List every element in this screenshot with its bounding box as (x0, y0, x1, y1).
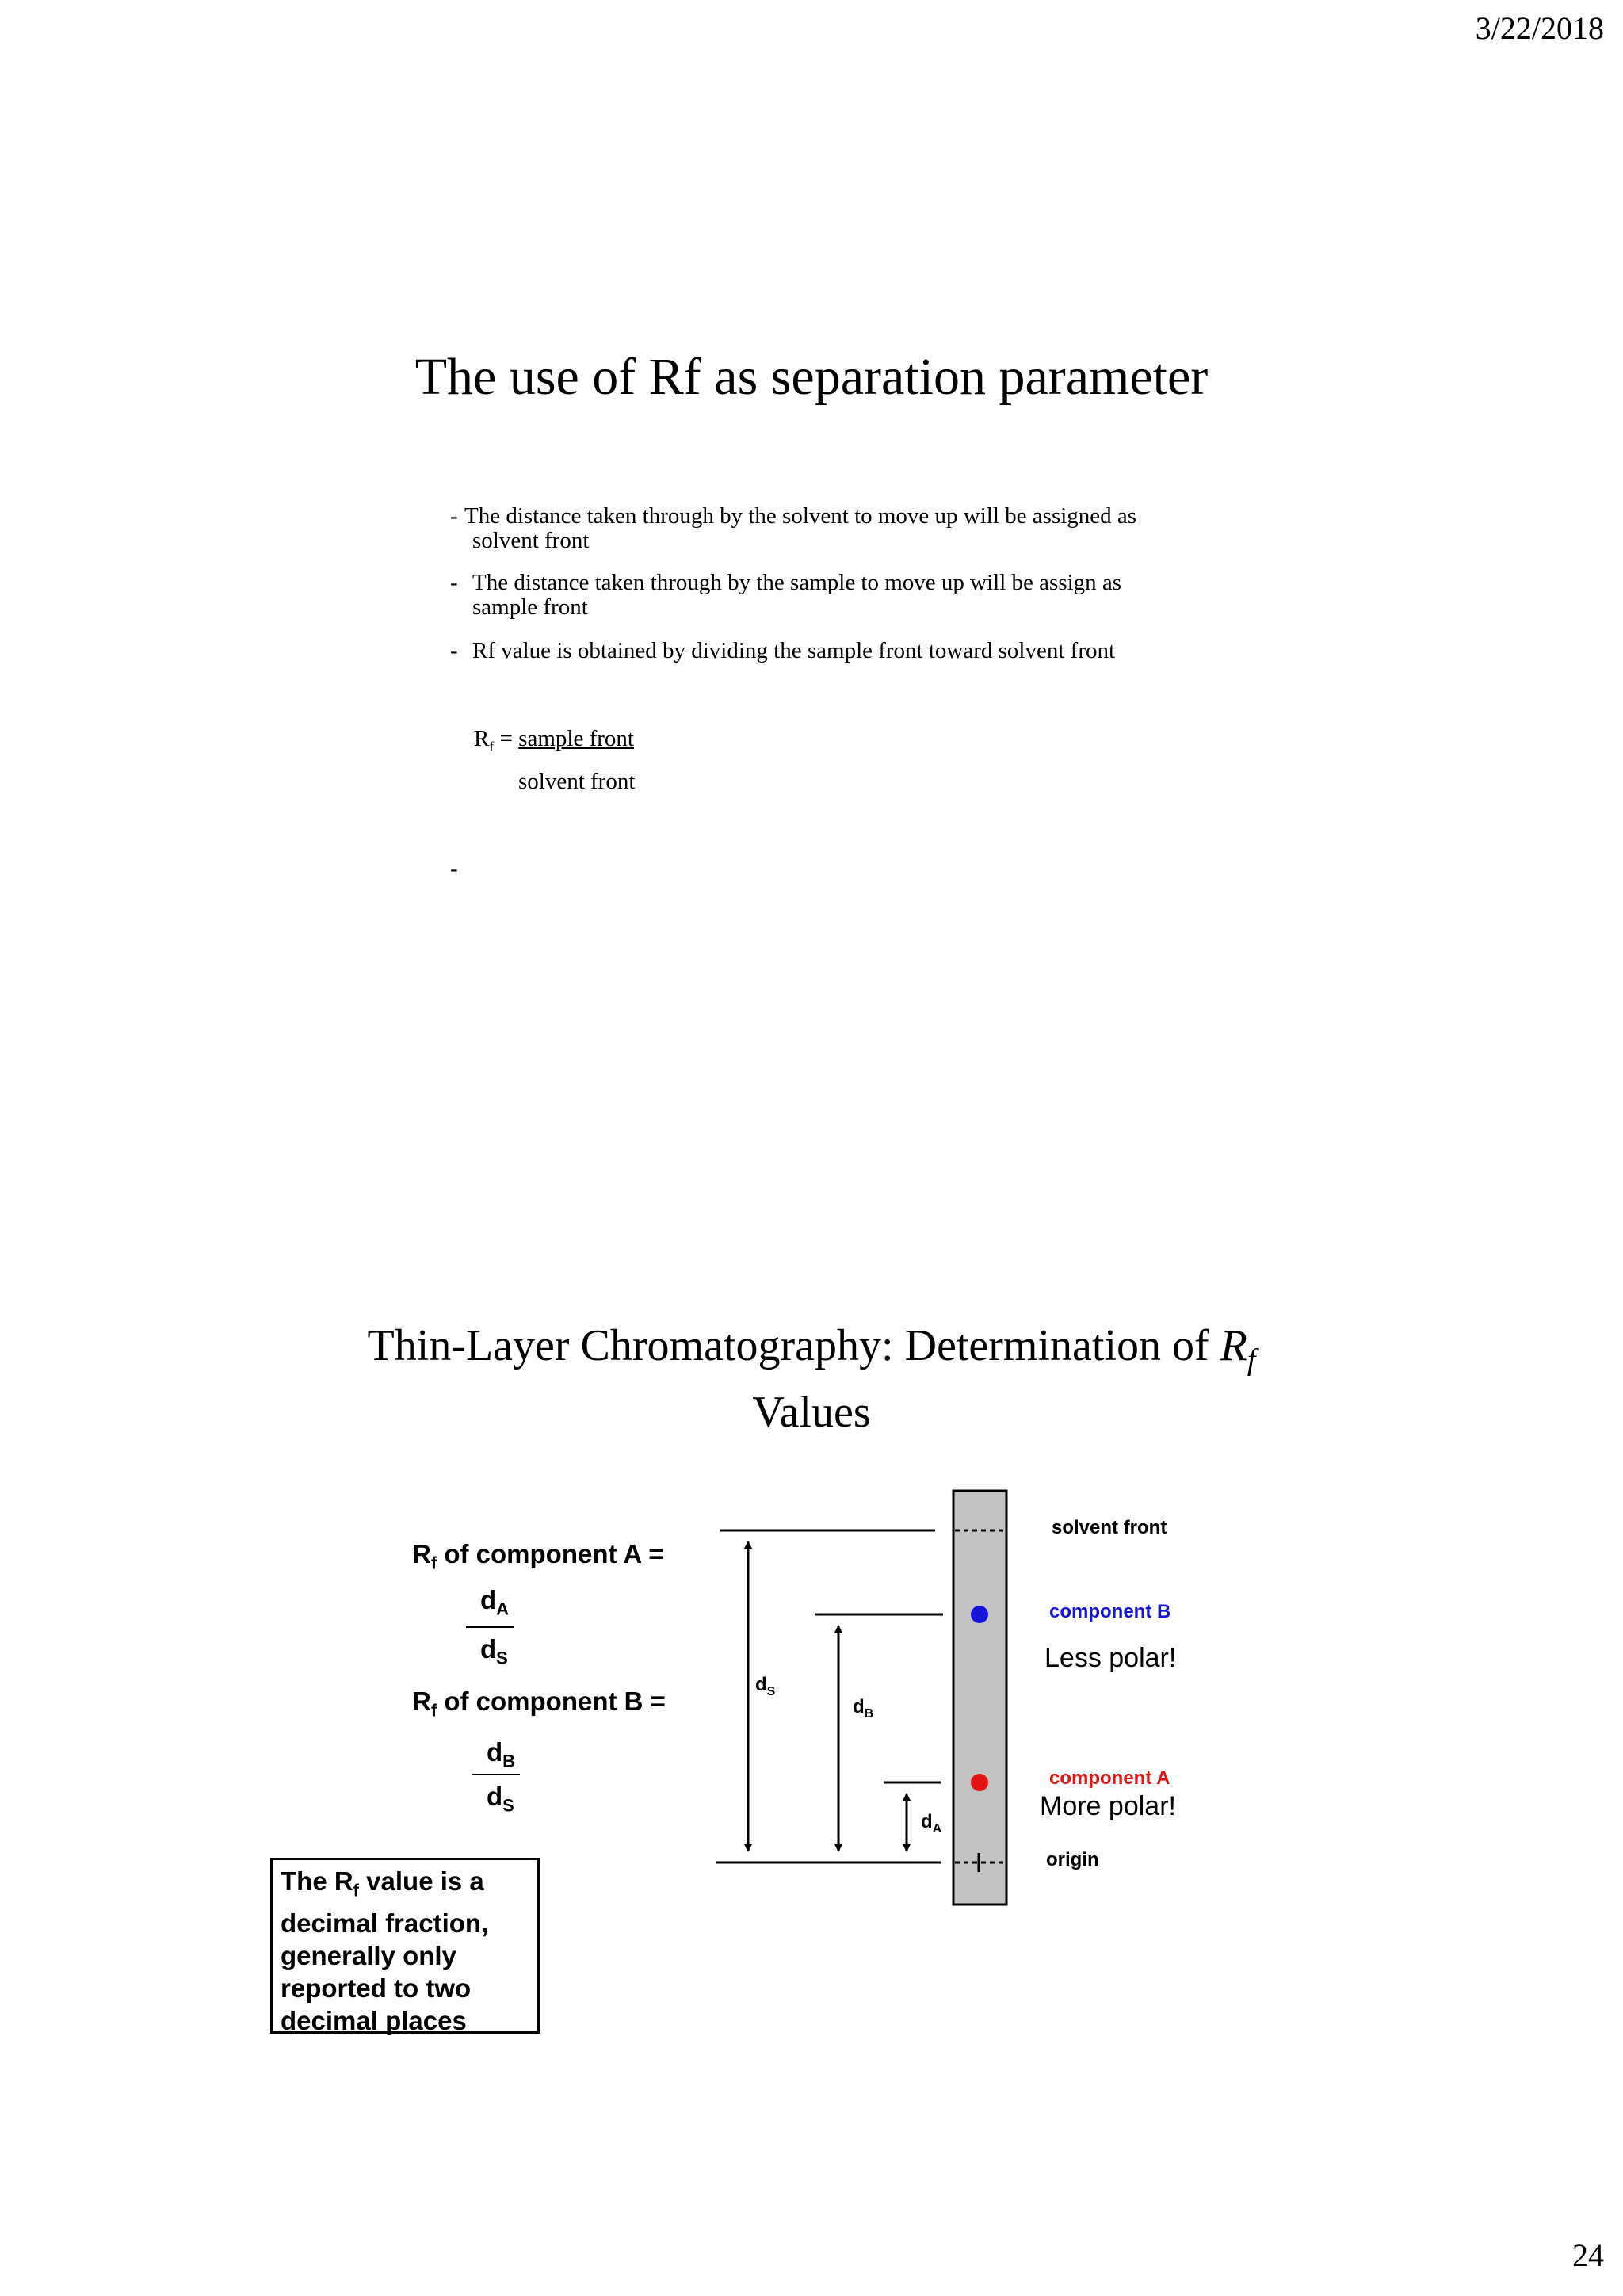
note-line3: generally only (281, 1940, 456, 1970)
bullet-line2: solvent front (472, 528, 590, 553)
rf-b-num-sub: B (502, 1751, 516, 1771)
rf-b-r: R (412, 1687, 431, 1716)
formula-denominator: solvent front (518, 769, 636, 794)
origin-label: origin (1046, 1849, 1099, 1870)
rf-a-r: R (412, 1539, 431, 1568)
slide2-title-line2: Values (752, 1388, 871, 1438)
bullet-dash: - (450, 638, 458, 663)
bullet-line2: sample front (472, 594, 588, 620)
slide1-title: The use of Rf as separation parameter (414, 348, 1209, 406)
rf-a-den-d: d (480, 1634, 497, 1664)
tlc-plate (953, 1491, 1006, 1904)
note-sub: f (353, 1880, 359, 1901)
slide-date: 3/22/2018 (1475, 10, 1604, 46)
note-part2: value is a (359, 1866, 484, 1896)
rf-a-num-d: d (480, 1585, 497, 1614)
formula-equals: = (494, 726, 519, 751)
formula-numerator: sample front (518, 726, 634, 751)
rf-b-den-d: d (487, 1782, 503, 1811)
component-a-label: component A (1049, 1767, 1170, 1789)
bullet-line1: The distance taken through by the solvent to move up will be assigned as (464, 503, 1137, 529)
da-label: $d_A$ (921, 1811, 942, 1836)
ds-label: $d_S$ (755, 1674, 776, 1698)
bullet-dash: - (450, 503, 458, 529)
rf-a-den-sub: S (496, 1648, 508, 1668)
rf-a-num-sub: A (496, 1599, 510, 1619)
note-line4: reported to two (281, 1973, 472, 2003)
rf-b-sub: f (430, 1700, 437, 1721)
bullet-line1: The distance taken through by the sample to move up will be assign as (472, 570, 1122, 595)
rf-b-num-d: d (487, 1737, 503, 1767)
formula-lhs: R (474, 726, 490, 751)
note-line5: decimal places (281, 2005, 467, 2035)
rf-a-sub: f (430, 1553, 437, 1573)
more-polar-label: More polar! (1040, 1791, 1176, 1821)
solvent-front-label: solvent front (1052, 1517, 1167, 1538)
note-line2: decimal fraction, (281, 1908, 489, 1938)
trailing-dash: - (450, 856, 458, 881)
rf-b-den-sub: S (502, 1795, 514, 1816)
less-polar-label: Less polar! (1044, 1643, 1177, 1673)
rf-b-text: of component B = (437, 1687, 666, 1716)
component-a-spot (971, 1774, 988, 1791)
slide2-title-r: R (1220, 1321, 1247, 1370)
formula-lhs-sub: f (489, 738, 495, 755)
slide2-title-r-sub: f (1247, 1343, 1256, 1377)
bullet-line1: Rf value is obtained by dividing the sample front toward solvent front (472, 638, 1116, 663)
note-part1: The R (281, 1866, 353, 1896)
rf-a-text: of component A = (437, 1539, 664, 1568)
component-b-label: component B (1049, 1601, 1171, 1622)
db-label: $d_B$ (853, 1696, 874, 1721)
page-number: 24 (1572, 2237, 1604, 2273)
bullet-dash: - (450, 570, 458, 595)
slide2-title-prefix: Thin-Layer Chromatography: Determination of (367, 1321, 1220, 1370)
component-b-spot (971, 1606, 988, 1623)
